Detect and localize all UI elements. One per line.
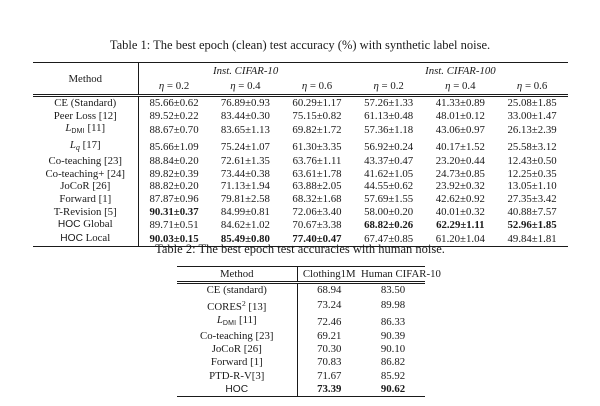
text-segment: η bbox=[516, 80, 523, 92]
value-cell: 73.44±0.38 bbox=[220, 167, 270, 180]
method-cell bbox=[177, 356, 297, 369]
value-cell: 70.67±3.38 bbox=[292, 218, 342, 231]
method-cell bbox=[177, 343, 297, 356]
table2-caption: Table 2: The best epoch test accuracies with human noise. bbox=[155, 242, 445, 256]
value-cell: 43.37±0.47 bbox=[364, 154, 414, 167]
text-segment: Peer Loss [12] bbox=[53, 109, 117, 122]
value-cell: 48.01±0.12 bbox=[435, 109, 485, 122]
method-cell bbox=[33, 180, 138, 193]
value-cell: 61.30±3.35 bbox=[292, 140, 342, 153]
table2-human-cifar10-header: Human CIFAR-10 bbox=[361, 267, 425, 283]
method-cell bbox=[33, 206, 138, 219]
table-row bbox=[33, 96, 568, 110]
value-cell: 71.67 bbox=[317, 369, 342, 382]
method-cell bbox=[177, 370, 297, 383]
text-segment: [11] bbox=[84, 122, 106, 135]
table-row bbox=[33, 155, 568, 168]
text-segment: L bbox=[65, 122, 72, 135]
text-segment: CE (Standard) bbox=[54, 97, 117, 109]
method-cell bbox=[33, 96, 138, 110]
value-cell: 63.76±1.11 bbox=[292, 154, 342, 167]
value-cell: 85.66±1.09 bbox=[149, 140, 199, 153]
text-segment: η bbox=[445, 80, 451, 92]
value-cell: 90.31±0.37 bbox=[149, 205, 199, 218]
table-row bbox=[177, 343, 425, 356]
method-cell bbox=[177, 283, 297, 298]
text-segment: Co-teaching [23] bbox=[48, 154, 122, 167]
value-cell: 77.40±0.47 bbox=[292, 232, 342, 245]
table2-human-noise bbox=[177, 266, 441, 397]
value-cell: 90.39 bbox=[380, 330, 406, 343]
value-cell: 72.06±3.40 bbox=[292, 205, 342, 218]
table-row bbox=[33, 122, 568, 139]
value-cell: 86.82 bbox=[380, 356, 406, 369]
value-cell: 42.62±0.92 bbox=[435, 192, 485, 205]
value-cell: 49.84±1.81 bbox=[507, 232, 557, 245]
value-cell: 71.13±1.94 bbox=[220, 180, 270, 193]
value-cell: 87.87±0.96 bbox=[149, 192, 199, 205]
value-cell: 69.82±1.72 bbox=[292, 124, 342, 137]
method-cell bbox=[177, 297, 297, 314]
text-segment: = 0.4 bbox=[235, 80, 261, 92]
method-cell bbox=[33, 168, 138, 181]
value-cell: 52.96±1.85 bbox=[507, 218, 557, 231]
method-cell bbox=[33, 155, 138, 168]
text-segment: JoCoR [26] bbox=[211, 343, 262, 356]
value-cell: 83.65±1.13 bbox=[220, 124, 270, 137]
text-segment: Forward [1] bbox=[210, 356, 263, 369]
text-segment: = 0.6 bbox=[522, 80, 548, 92]
value-cell: 68.94 bbox=[317, 284, 342, 296]
text-segment: = 0.4 bbox=[450, 80, 476, 92]
table-row bbox=[177, 330, 425, 343]
value-cell: 90.03±0.15 bbox=[149, 232, 199, 245]
value-cell: 40.17±1.52 bbox=[435, 140, 485, 153]
text-segment: L bbox=[69, 139, 76, 152]
text-segment: PTD-R-V[3] bbox=[209, 369, 265, 382]
table-row bbox=[177, 283, 425, 298]
text-segment: CE (standard) bbox=[206, 284, 267, 296]
text-segment: JoCoR [26] bbox=[60, 180, 111, 193]
value-cell: 13.05±1.10 bbox=[507, 180, 557, 193]
value-cell: 70.30 bbox=[317, 343, 342, 356]
value-cell: 88.67±0.70 bbox=[149, 124, 199, 137]
value-cell: 24.73±0.85 bbox=[435, 167, 485, 180]
method-cell bbox=[33, 122, 138, 139]
text-segment: = 0.2 bbox=[378, 80, 404, 92]
text-segment: HOC bbox=[60, 233, 83, 245]
value-cell: 72.61±1.35 bbox=[220, 154, 270, 167]
method-cell bbox=[33, 139, 138, 155]
text-segment: = 0.6 bbox=[307, 80, 333, 92]
value-cell: 73.24 bbox=[317, 299, 342, 312]
value-cell: 25.08±1.85 bbox=[507, 97, 557, 109]
text-segment: η bbox=[230, 80, 236, 92]
value-cell: 58.00±0.20 bbox=[364, 205, 414, 218]
text-segment: η bbox=[373, 80, 379, 92]
table1-subheader-eta bbox=[210, 79, 282, 96]
text-segment: HOC bbox=[225, 383, 249, 395]
value-cell: 41.33±0.89 bbox=[435, 97, 485, 109]
value-cell: 67.47±0.85 bbox=[364, 232, 414, 245]
value-cell: 62.29±1.11 bbox=[436, 218, 485, 231]
value-cell: 41.62±1.05 bbox=[364, 167, 414, 180]
value-cell: 25.58±3.12 bbox=[507, 140, 557, 153]
table2-clothing1m-header: Clothing1M bbox=[297, 267, 361, 283]
text-segment: DMI bbox=[71, 128, 85, 136]
table-row bbox=[33, 193, 568, 206]
value-cell: 23.92±0.32 bbox=[435, 180, 485, 193]
value-cell: 57.69±1.55 bbox=[364, 192, 414, 205]
value-cell: 68.82±0.26 bbox=[364, 218, 414, 231]
table1-subheader-eta bbox=[281, 79, 353, 96]
text-segment: [17] bbox=[79, 139, 101, 152]
value-cell: 60.29±1.17 bbox=[292, 97, 342, 109]
table1-method-header: Method bbox=[33, 63, 138, 96]
table1-body bbox=[33, 96, 568, 247]
table-row bbox=[177, 314, 425, 330]
value-cell: 40.01±0.32 bbox=[435, 205, 485, 218]
text-segment: 2 bbox=[241, 299, 246, 309]
value-cell: 56.92±0.24 bbox=[364, 140, 414, 153]
value-cell: 73.39 bbox=[317, 382, 342, 395]
value-cell: 88.82±0.20 bbox=[149, 180, 199, 193]
text-segment: L bbox=[216, 314, 223, 327]
table-row bbox=[33, 139, 568, 155]
value-cell: 85.66±0.62 bbox=[149, 97, 199, 109]
table1-group-inst-cifar100: Inst. CIFAR-100 bbox=[425, 65, 496, 77]
text-segment: η bbox=[158, 80, 165, 92]
table2-method-header: Method bbox=[177, 267, 297, 283]
table2-header-row bbox=[177, 267, 425, 283]
table1-synthetic-noise bbox=[33, 62, 568, 247]
value-cell: 84.62±1.02 bbox=[220, 218, 270, 231]
method-cell bbox=[177, 383, 297, 397]
table1-subheader-eta bbox=[496, 79, 568, 96]
text-segment: Local bbox=[82, 232, 111, 245]
table-row bbox=[33, 110, 568, 123]
value-cell: 63.88±2.05 bbox=[292, 180, 342, 193]
value-cell: 88.84±0.20 bbox=[149, 154, 199, 167]
value-cell: 12.43±0.50 bbox=[507, 154, 557, 167]
value-cell: 79.81±2.58 bbox=[220, 192, 270, 205]
value-cell: 40.88±7.57 bbox=[507, 205, 557, 218]
value-cell: 61.13±0.48 bbox=[364, 109, 414, 122]
value-cell: 61.20±1.04 bbox=[435, 232, 485, 245]
value-cell: 90.62 bbox=[380, 382, 406, 395]
value-cell: 89.52±0.22 bbox=[149, 109, 199, 122]
method-cell bbox=[33, 193, 138, 206]
table1-group-inst-cifar10: Inst. CIFAR-10 bbox=[213, 65, 279, 77]
value-cell: 89.71±0.51 bbox=[149, 218, 199, 231]
text-segment: DMI bbox=[222, 320, 237, 328]
text-segment: Forward [1] bbox=[59, 192, 112, 205]
value-cell: 89.82±0.39 bbox=[149, 167, 199, 180]
value-cell: 68.32±1.68 bbox=[292, 192, 342, 205]
value-cell: 57.36±1.18 bbox=[364, 124, 414, 137]
value-cell: 33.00±1.47 bbox=[507, 109, 557, 122]
value-cell: 75.15±0.82 bbox=[292, 109, 342, 122]
method-cell bbox=[177, 314, 297, 330]
text-segment: Co-teaching [23] bbox=[200, 330, 274, 343]
text-segment: Global bbox=[80, 218, 113, 231]
method-cell bbox=[33, 110, 138, 123]
text-segment: η bbox=[301, 80, 308, 92]
value-cell: 12.25±0.35 bbox=[507, 167, 557, 180]
table2-header bbox=[177, 267, 441, 283]
value-cell: 70.83 bbox=[317, 356, 342, 369]
value-cell: 84.99±0.81 bbox=[220, 205, 270, 218]
text-segment: Co-teaching+ [24] bbox=[45, 167, 126, 180]
value-cell: 89.98 bbox=[380, 299, 406, 312]
table-row bbox=[33, 218, 568, 232]
text-segment: CORES bbox=[207, 301, 242, 314]
text-segment: [13] bbox=[245, 301, 267, 314]
text-segment: = 0.2 bbox=[164, 80, 190, 92]
value-cell: 75.24±1.07 bbox=[220, 140, 270, 153]
table-row bbox=[33, 180, 568, 193]
value-cell: 85.49±0.80 bbox=[220, 232, 270, 245]
value-cell: 27.35±3.42 bbox=[507, 192, 557, 205]
value-cell: 63.61±1.78 bbox=[292, 167, 342, 180]
value-cell: 72.46 bbox=[317, 315, 342, 328]
value-cell: 83.44±0.30 bbox=[220, 109, 270, 122]
method-cell bbox=[33, 218, 138, 232]
method-cell bbox=[177, 330, 297, 343]
table-row bbox=[33, 168, 568, 181]
table-row bbox=[33, 206, 568, 219]
table-row bbox=[177, 297, 425, 314]
value-cell: 69.21 bbox=[317, 330, 342, 343]
value-cell: 23.20±0.44 bbox=[435, 154, 485, 167]
value-cell: 83.50 bbox=[380, 284, 406, 296]
table-row bbox=[177, 356, 425, 369]
value-cell: 90.10 bbox=[380, 343, 406, 356]
text-segment: q bbox=[75, 143, 80, 153]
table-row bbox=[177, 370, 425, 383]
value-cell: 76.89±0.93 bbox=[220, 97, 270, 109]
text-segment: T-Revision [5] bbox=[53, 205, 117, 218]
value-cell: 43.06±0.97 bbox=[435, 124, 485, 137]
value-cell: 86.33 bbox=[380, 315, 406, 328]
table1-group-row bbox=[33, 63, 568, 80]
table1-subheader-eta bbox=[353, 79, 425, 96]
text-segment: HOC bbox=[57, 219, 81, 231]
table1-subheader-eta bbox=[138, 79, 210, 96]
value-cell: 85.92 bbox=[380, 369, 406, 382]
table1-header bbox=[33, 63, 568, 96]
table1-subheader-eta bbox=[424, 79, 496, 96]
value-cell: 44.55±0.62 bbox=[364, 180, 414, 193]
text-segment: [11] bbox=[236, 314, 257, 327]
value-cell: 57.26±1.33 bbox=[364, 97, 414, 109]
table1-caption: Table 1: The best epoch (clean) test accuracy (%) with synthetic label noise. bbox=[109, 38, 491, 52]
value-cell: 26.13±2.39 bbox=[507, 124, 557, 137]
table2-body bbox=[177, 283, 425, 397]
table-row bbox=[177, 383, 425, 397]
